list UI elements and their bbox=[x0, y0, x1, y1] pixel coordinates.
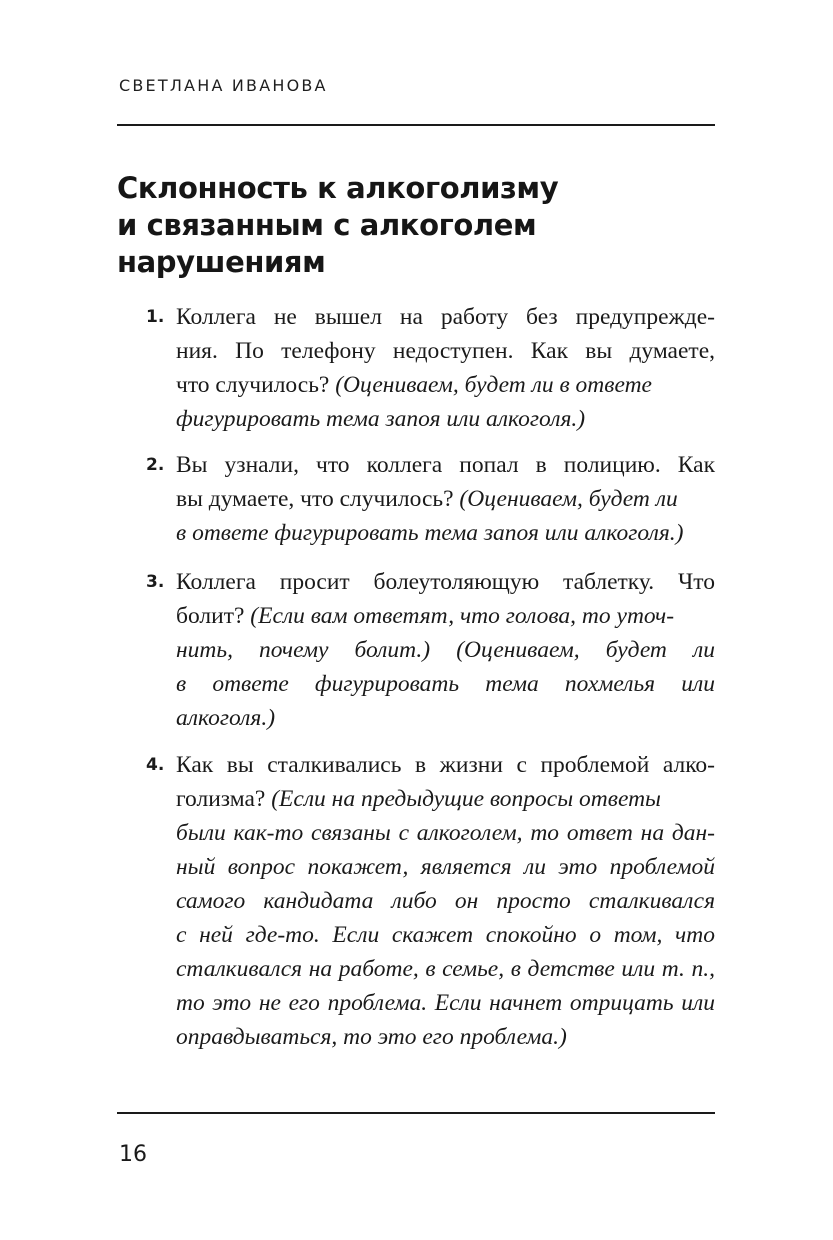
text-run: ния. По телефону недоступен. Как вы думаете, bbox=[176, 338, 715, 364]
italic-note: сталкивался на работе, в семье, в детстве или т. п., bbox=[176, 956, 715, 982]
italic-note: с ней где-то. Если скажет спокойно о том, что bbox=[176, 922, 715, 948]
question-line bbox=[176, 565, 715, 599]
text-run: Коллега просит болеутоляющую таблетку. Что bbox=[176, 569, 715, 595]
question-line bbox=[176, 599, 715, 633]
question-2 bbox=[117, 448, 715, 550]
page-number: 16 bbox=[119, 1142, 147, 1167]
question-line bbox=[176, 850, 715, 884]
question-line bbox=[176, 816, 715, 850]
question-line bbox=[176, 986, 715, 1020]
text-run: Коллега не вышел на работу без предупрежде- bbox=[176, 304, 715, 330]
italic-note: нить, почему болит.) (Оцениваем, будет ли bbox=[176, 637, 715, 663]
question-number: 2. bbox=[146, 455, 165, 475]
question-line bbox=[176, 448, 715, 482]
question-line bbox=[176, 782, 715, 816]
section-title-line: Склонность к алкоголизму bbox=[117, 171, 559, 205]
question-line bbox=[176, 300, 715, 334]
section-title-line: нарушениям bbox=[117, 245, 326, 279]
question-4 bbox=[117, 748, 715, 1054]
question-3 bbox=[117, 565, 715, 735]
italic-note: (Оцениваем, будет ли bbox=[459, 486, 678, 512]
question-line bbox=[176, 701, 715, 735]
italic-note: (Если вам ответят, что голова, то уточ- bbox=[250, 603, 675, 629]
italic-note: ный вопрос покажет, является ли это проблемой bbox=[176, 854, 715, 880]
question-number: 3. bbox=[146, 572, 165, 592]
italic-note: фигурировать тема запоя или алкоголя.) bbox=[176, 406, 586, 432]
question-line bbox=[176, 368, 715, 402]
italic-note: в ответе фигурировать тема запоя или алкоголя.) bbox=[176, 520, 684, 546]
question-number: 1. bbox=[146, 307, 165, 327]
italic-note: (Оцениваем, будет ли в ответе bbox=[335, 372, 652, 398]
question-line bbox=[176, 1020, 715, 1054]
italic-note: алкоголя.) bbox=[176, 705, 276, 731]
question-number: 4. bbox=[146, 755, 165, 775]
italic-note: были как-то связаны с алкоголем, то ответ на дан- bbox=[176, 820, 715, 846]
running-head: СВЕТЛАНА ИВАНОВА bbox=[119, 76, 328, 95]
question-1 bbox=[117, 300, 715, 436]
bottom-rule bbox=[117, 1112, 715, 1114]
section-title bbox=[117, 170, 677, 281]
question-line bbox=[176, 482, 715, 516]
question-line bbox=[176, 516, 715, 550]
question-line bbox=[176, 918, 715, 952]
question-line bbox=[176, 667, 715, 701]
question-line bbox=[176, 748, 715, 782]
question-line bbox=[176, 884, 715, 918]
text-run: голизма? bbox=[176, 786, 272, 812]
text-run: что случилось? bbox=[176, 372, 336, 398]
italic-note: оправдываться, то это его проблема.) bbox=[176, 1024, 567, 1050]
question-line bbox=[176, 633, 715, 667]
question-line bbox=[176, 402, 715, 436]
italic-note: в ответе фигурировать тема похмелья или bbox=[176, 671, 715, 697]
italic-note: то это не его проблема. Если начнет отрицать или bbox=[176, 990, 715, 1016]
question-line bbox=[176, 952, 715, 986]
italic-note: самого кандидата либо он просто сталкивался bbox=[176, 888, 715, 914]
italic-note: (Если на предыдущие вопросы ответы bbox=[271, 786, 661, 812]
text-run: Как вы сталкивались в жизни с проблемой алко- bbox=[176, 752, 715, 778]
text-run: болит? bbox=[176, 603, 251, 629]
section-title-line: и связанным с алкоголем bbox=[117, 208, 537, 242]
question-line bbox=[176, 334, 715, 368]
text-run: вы думаете, что случилось? bbox=[176, 486, 460, 512]
text-run: Вы узнали, что коллега попал в полицию. Как bbox=[176, 452, 715, 478]
top-rule bbox=[117, 124, 715, 126]
